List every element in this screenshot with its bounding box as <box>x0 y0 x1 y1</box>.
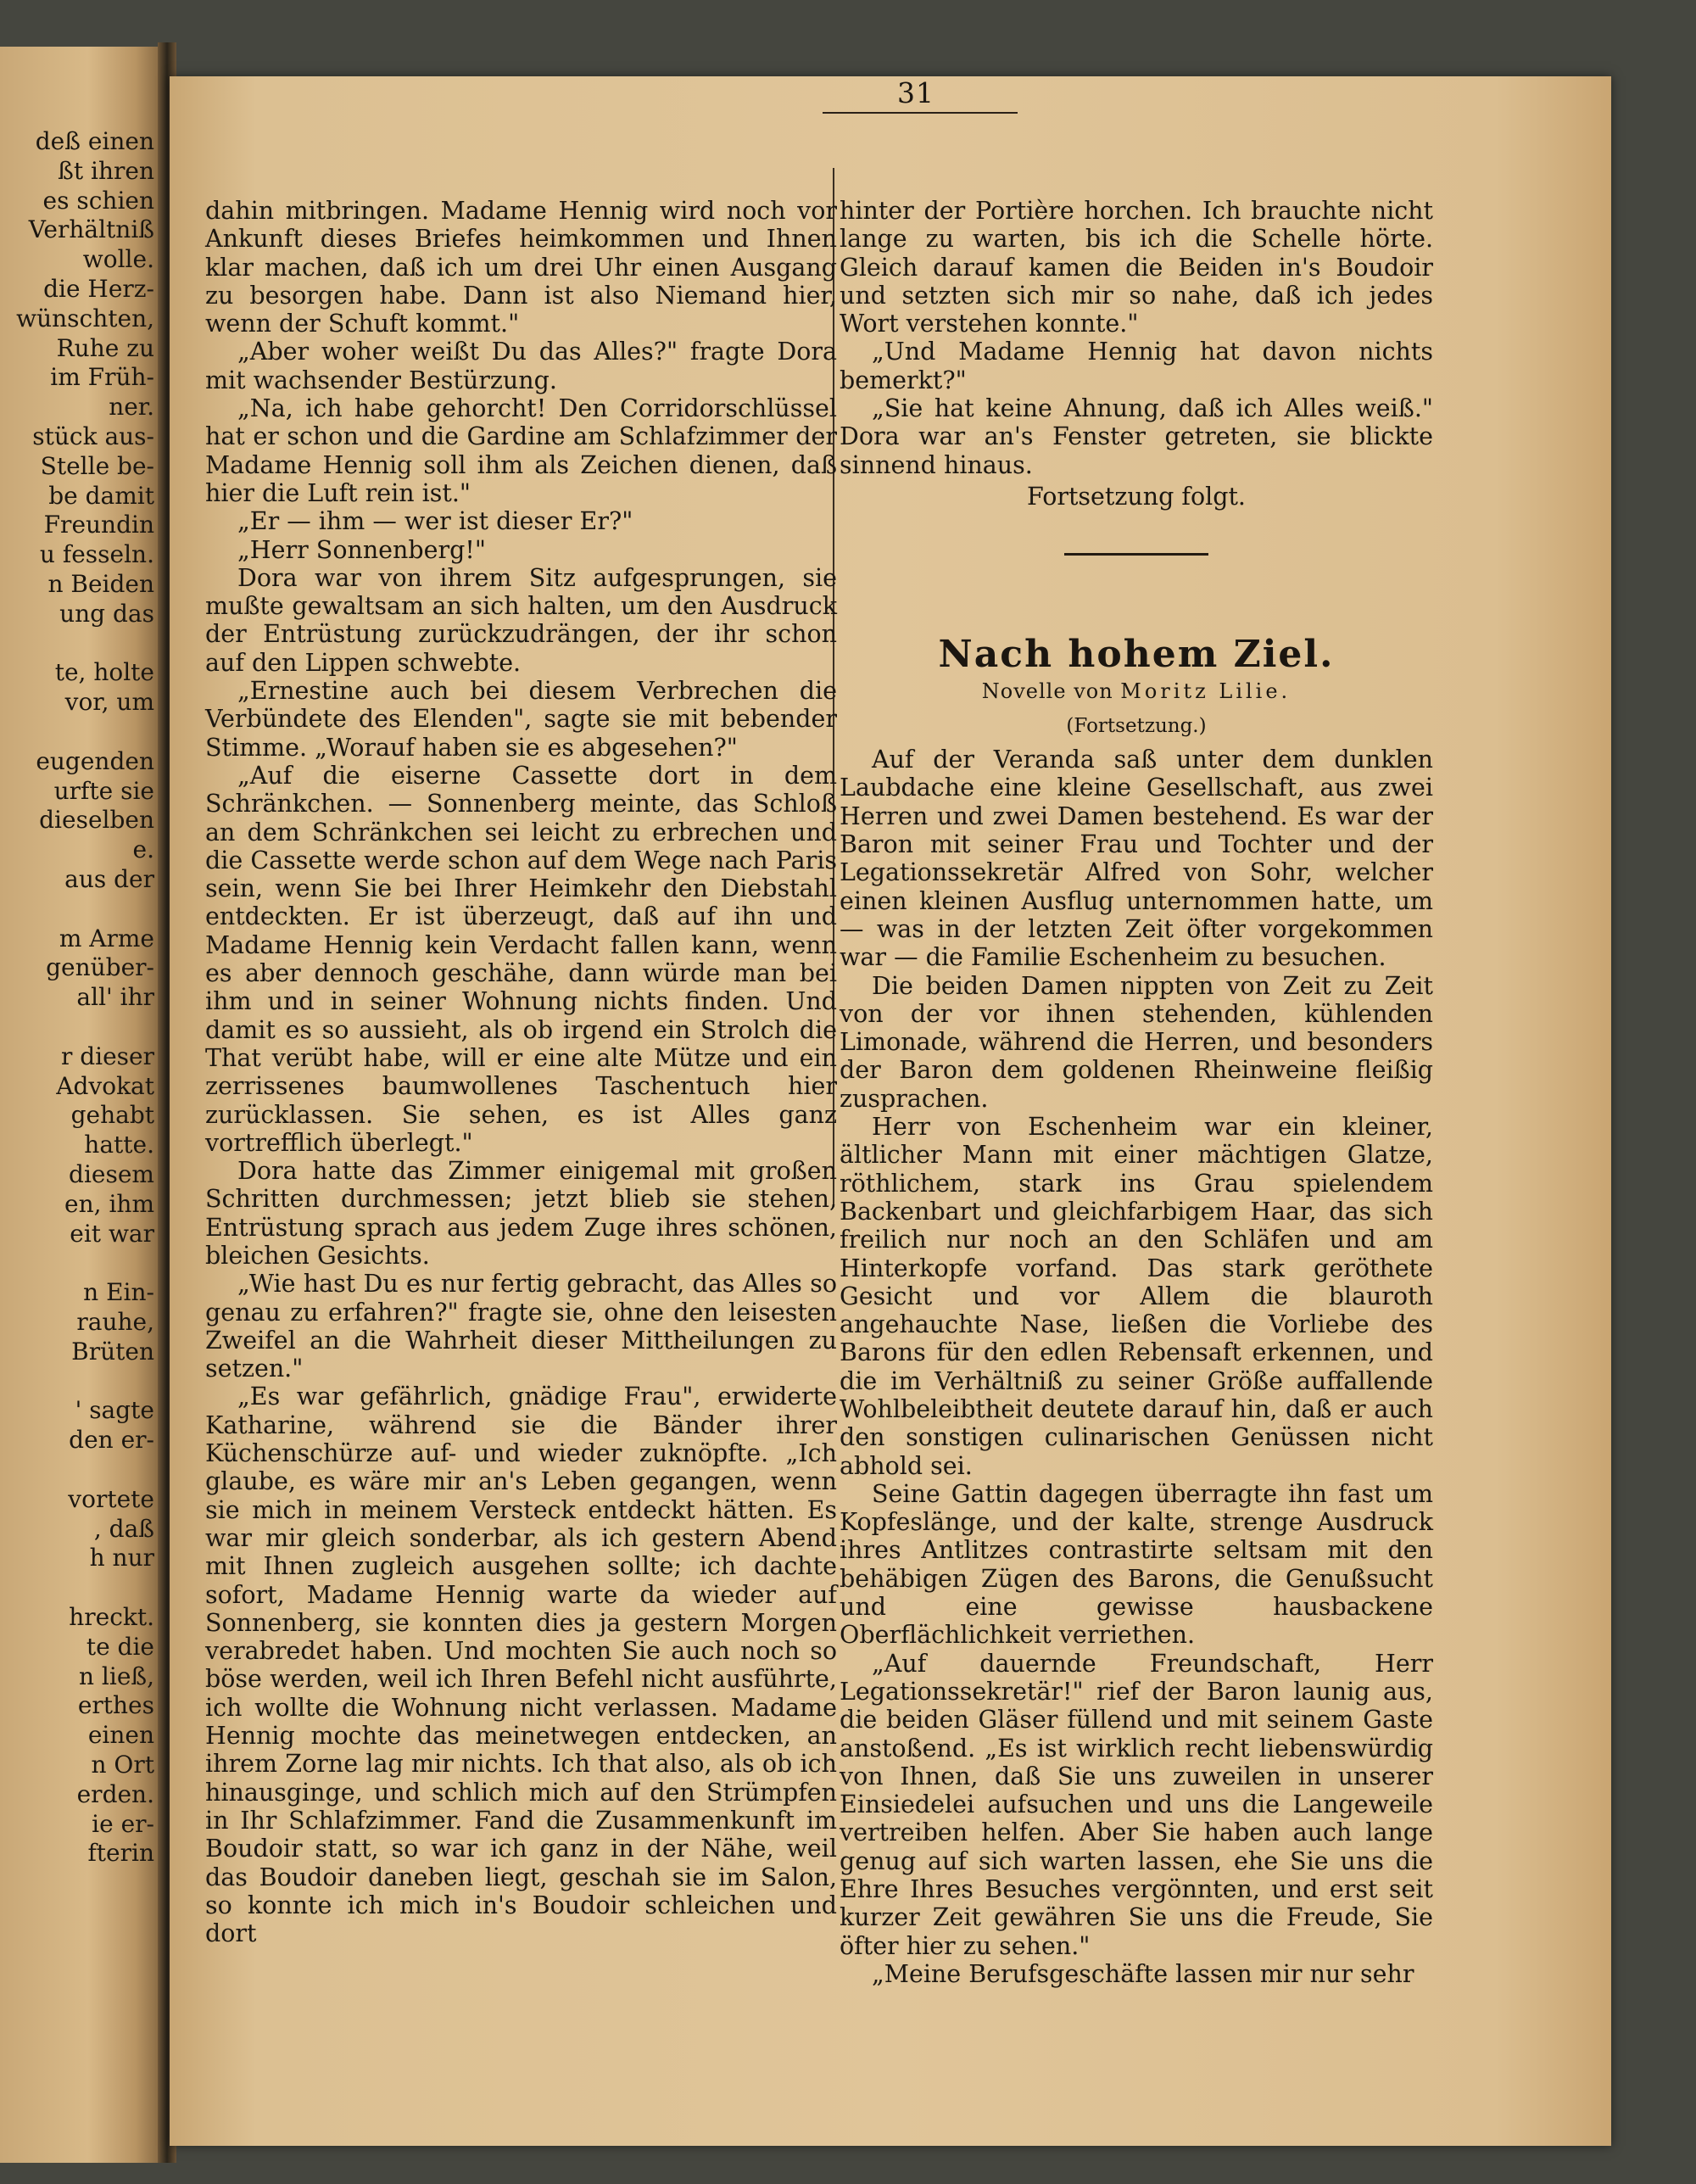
left-page-line: urfte sie <box>53 776 154 805</box>
left-page-line: ' sagte <box>75 1396 154 1425</box>
left-page-line: h nur <box>89 1544 154 1572</box>
left-page-line: ung das <box>59 599 154 628</box>
left-page-line: vortete <box>68 1484 154 1513</box>
paragraph: hinter der Portière horchen. Ich brauchte nicht lange zu warten, bis ich die Schelle hörte. Gleich darauf kamen die Beiden in's Boudoir und setzten sich mir so nahe, daß ich jedes Wort verstehen konnte." <box>840 197 1433 338</box>
left-page-line: erthes <box>77 1691 154 1720</box>
left-page-line: den er- <box>69 1426 154 1455</box>
left-page-line: rauhe, <box>76 1308 154 1336</box>
page-number-rule <box>823 112 1018 114</box>
right-page <box>170 76 1611 2146</box>
paragraph: „Auf dauernde Freundschaft, Herr Legationssekretär!" rief der Baron launig aus, die beiden Gläser füllend und mit seinem Gaste anstoßend. „Es ist wirklich recht liebenswürdig von Ihnen, daß Sie uns zuweilen in unserer Einsiedelei aufsuchen und uns die Langeweile vertreiben helfen. Aber Sie haben auch lange genug auf sich warten lassen, ehe Sie uns die Ehre Ihres Besuches vergönnten, und erst seit kurzer Zeit gewähren Sie uns die Freude, Sie öfter hier zu sehen." <box>840 1649 1433 1960</box>
left-page-line: r dieser <box>60 1042 154 1070</box>
left-page-line: be damit <box>48 481 154 510</box>
continuation-note: Fortsetzung folgt. <box>1026 482 1246 511</box>
paragraph: „Meine Berufsgeschäfte lassen mir nur sehr <box>872 1959 1414 1988</box>
left-page-line: Freundin <box>43 511 154 539</box>
story-separator-rule <box>1064 553 1208 556</box>
left-page-line: en, ihm <box>64 1189 154 1218</box>
left-page-line: Brüten <box>71 1337 154 1366</box>
left-page-line: eit war <box>70 1219 154 1248</box>
left-page-line: Ruhe zu <box>56 333 154 362</box>
left-page-line: ßt ihren <box>58 156 154 185</box>
page-number: 31 <box>897 76 934 109</box>
paragraph: „Wie hast Du es nur fertig gebracht, das Alles so genau zu erfahren?" fragte sie, ohne den leisesten Zweifel an die Wahrheit dieser Mittheilungen zu setzen." <box>205 1270 837 1383</box>
paragraph: „Auf die eiserne Cassette dort in dem Schränkchen. — Sonnenberg meinte, das Schloß an dem Schränkchen sei leicht zu erbrechen und die Cassette werde schon auf dem Wege nach Paris sein, wenn Sie bei Ihrer Heimkehr den Diebstahl entdeckten. Er ist überzeugt, daß auf ihn und Madame Hennig kein Verdacht fallen kann, wenn es aber dennoch geschähe, dann würde man bei ihm und in seiner Wohnung nichts finden. Und damit es so aussieht, als ob irgend ein Strolch die That verübt habe, will er eine alte Mütze und ein zerrissenes baumwollenes Taschentuch hier zurücklassen. Sie sehen, es ist Alles ganz vortrefflich überlegt." <box>205 761 837 1157</box>
left-page-line: te, holte <box>54 658 154 687</box>
paragraph: Dora hatte das Zimmer einigemal mit großen Schritten durchmessen; jetzt blieb sie stehen, Entrüstung sprach aus jedem Zuge ihres schönen, bleichen Gesichts. <box>205 1157 837 1270</box>
paragraph: Die beiden Damen nippten von Zeit zu Zeit von der vor ihnen stehenden, kühlenden Limonade, während die Herren, und besonders der Baron dem goldenen Rheinweine fleißig zusprachen. <box>840 971 1433 1113</box>
left-page-line: , daß <box>93 1514 154 1543</box>
paragraph: „Sie hat keine Ahnung, daß ich Alles weiß." Dora war an's Fenster getreten, sie blickte sinnend hinaus. <box>840 394 1433 479</box>
left-page-line: stück aus- <box>32 422 154 450</box>
left-page-line: Advokat <box>56 1071 154 1100</box>
story-byline <box>840 678 1433 706</box>
left-page-line: Stelle be- <box>40 451 154 480</box>
left-page-line: ie er- <box>92 1809 154 1838</box>
left-page-line: te die <box>86 1632 154 1661</box>
paragraph: Auf der Veranda saß unter dem dunklen Laubdache eine kleine Gesellschaft, aus zwei Herren und zwei Damen bestehend. Es war der Baron mit seiner Frau und Tochter und der Legationssekretär Alfred von Sohr, welcher einen kleinen Ausflug unternommen hatte, um — was in der letzten Zeit öfter vorgekommen war — die Familie Eschenheim zu besuchen. <box>840 746 1433 972</box>
paragraph: „Aber woher weißt Du das Alles?" fragte Dora mit wachsender Bestürzung. <box>205 338 837 394</box>
paragraph: „Ernestine auch bei diesem Verbrechen die Verbündete des Elenden", sagte sie mit bebender Stimme. „Worauf haben sie es abgesehen?" <box>205 677 837 762</box>
paragraph: Herr von Eschenheim war ein kleiner, ältlicher Mann mit einer mächtigen Glatze, röthlichem, stark ins Grau spielendem Backenbart und gleichfarbigem Haar, das sich freilich nur noch an den Schläfen und am Hinterkopfe vorfand. Das stark geröthete Gesicht und vor Allem die blauroth angehauchte Nase, ließen die Vorliebe des Barons für den edlen Rebensaft erkennen, und die im Verhältniß zu seiner Größe auffallende Wohlbeleibtheit deutete darauf hin, daß er auch den sonstigen culinarischen Genüssen nicht abhold sei. <box>840 1113 1433 1480</box>
left-page-line: erden. <box>76 1779 154 1808</box>
left-page-line: die Herz- <box>43 275 154 303</box>
previous-story-end <box>840 197 1433 479</box>
paragraph: „Er — ihm — wer ist dieser Er?" <box>237 507 633 536</box>
paragraph: dahin mitbringen. Madame Hennig wird noch vor Ankunft dieses Briefes heimkommen und Ihnen klar machen, daß ich um drei Uhr einen Ausgang zu besorgen habe. Dann ist also Niemand hier, wenn der Schuft kommt." <box>205 197 837 338</box>
left-page-line: es schien <box>42 186 154 215</box>
left-page-line: u fesseln. <box>39 540 154 569</box>
left-page-line: im Früh- <box>50 363 154 392</box>
continued-note: (Fortsetzung.) <box>1066 714 1207 737</box>
left-page-line: wolle. <box>82 245 154 274</box>
left-page-line: e. <box>132 835 154 864</box>
left-page-line: diesem <box>69 1160 154 1188</box>
paragraph: „Es war gefährlich, gnädige Frau", erwiderte Katharine, während sie die Bänder ihrer Küchenschürze auf- und wieder zuknöpfte. „Ich glaube, es wäre mir an's Leben gegangen, wenn sie mich in meinem Versteck entdeckt hätten. Es war mir gleich sonderbar, als ich gestern Abend mit Ihnen zugleich ausgehen sollte; ich dachte sofort, Madame Hennig warte da wieder auf Sonnenberg, sie konnten dies ja gestern Morgen verabredet haben. Und mochten Sie auch noch so böse werden, weil ich Ihren Befehl nicht ausführte, ich wollte die Wohnung nicht verlassen. Madame Hennig mochte das meinetwegen entdecken, an ihrem Zorne lag mir nichts. Ich that also, als ob ich hinausginge, und schlich mich auf den Strümpfen in Ihr Schlafzimmer. Fand die Zusammenkunft im Boudoir statt, so war ich ganz in der Nähe, weil das Boudoir daneben liegt, geschah sie im Salon, so konnte ich mich in's Boudoir schleichen und dort <box>205 1382 837 1948</box>
paragraph: Seine Gattin dagegen überragte ihn fast um Kopfeslänge, und der kalte, strenge Ausdruck ihres Antlitzes contrastirte seltsam mit den behäbigen Zügen des Barons, die Genußsucht und eine gewisse hausbackene Oberflächlichkeit verriethen. <box>840 1479 1433 1650</box>
left-page-line: einen <box>87 1721 154 1750</box>
left-page-line: m Arme <box>59 924 154 952</box>
paragraph: „Na, ich habe gehorcht! Den Corridorschlüssel hat er schon und die Gardine am Schlafzimmer der Madame Hennig soll ihm als Zeichen dienen, daß hier die Luft rein ist." <box>205 394 837 507</box>
story-body <box>840 746 1433 1988</box>
paragraph: „Herr Sonnenberg!" <box>237 535 486 564</box>
left-page-line: Verhältniß <box>28 215 154 244</box>
left-page-line: n ließ, <box>78 1662 154 1690</box>
left-page-line: n Ort <box>91 1751 154 1779</box>
left-page-line: n Ein- <box>83 1278 154 1307</box>
left-page-line: aus der <box>64 865 154 893</box>
left-page-line: gehabt <box>70 1101 154 1130</box>
left-page-line: hreckt. <box>69 1603 154 1631</box>
left-page-line: hatte. <box>84 1131 154 1159</box>
author-name: Moritz Lilie. <box>1120 679 1292 703</box>
left-page-line: wünschten, <box>16 304 154 332</box>
left-page-line: n Beiden <box>47 570 154 598</box>
right-column <box>840 197 1433 1988</box>
left-page-line: genüber- <box>46 953 154 982</box>
left-page-line: eugenden <box>36 746 154 775</box>
left-column <box>205 197 837 1947</box>
paragraph: „Und Madame Hennig hat davon nichts bemerkt?" <box>840 338 1433 394</box>
left-page-line: vor, um <box>64 688 154 717</box>
paragraph: Dora war von ihrem Sitz aufgesprungen, sie mußte gewaltsam an sich halten, um den Ausdruck der Entrüstung zurückzudrängen, der ihr schon auf den Lippen schwebte. <box>205 563 837 677</box>
left-page-line: ner. <box>109 393 154 422</box>
left-page-line: fterin <box>87 1839 154 1868</box>
left-page-line: deß einen <box>35 127 154 155</box>
story-title: Nach hohem Ziel. <box>938 633 1335 677</box>
byline-prefix: Novelle von <box>981 679 1113 703</box>
left-page-edge <box>0 47 159 2163</box>
left-page-line: dieselben <box>39 806 154 835</box>
left-page-line: all' ihr <box>76 983 154 1012</box>
